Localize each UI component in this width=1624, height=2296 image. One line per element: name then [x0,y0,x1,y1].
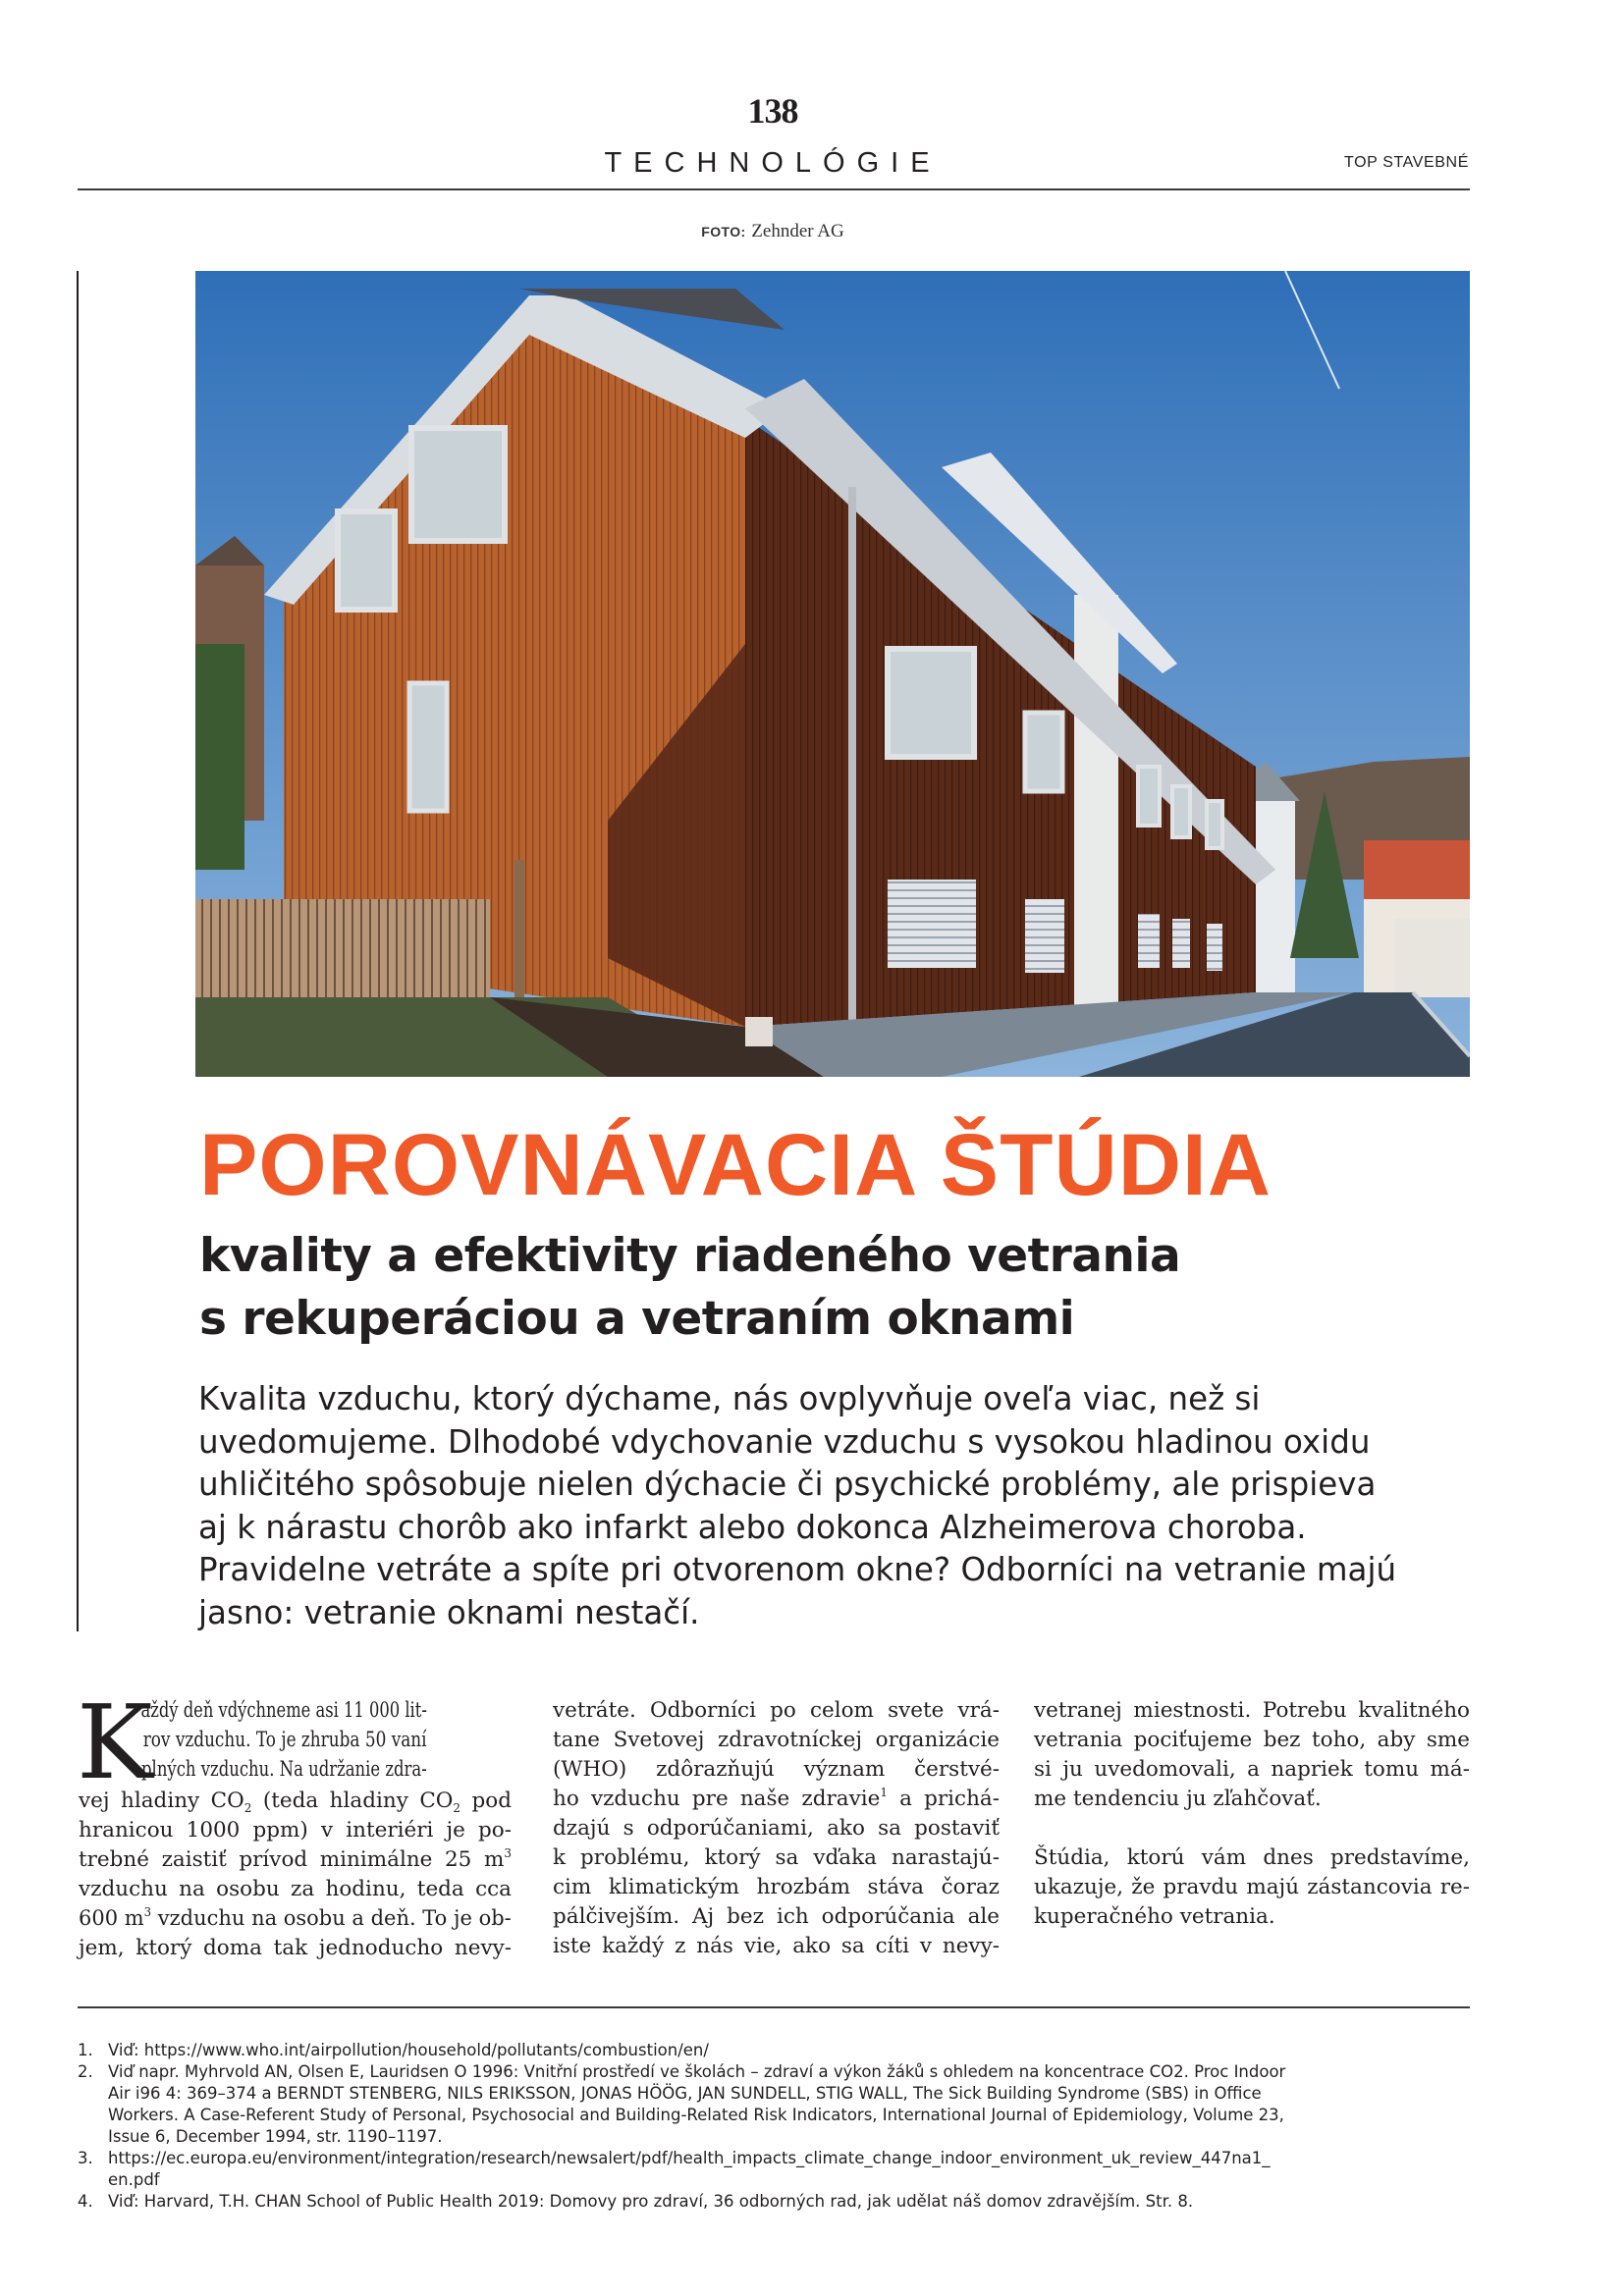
body-line: me tendenciu ju zľahčovať. [1034,1787,1322,1811]
footnote-number: 3. [78,2149,93,2167]
magazine-name: TOP STAVEBNÉ [1344,154,1469,171]
footnote-text[interactable]: https://ec.europa.eu/environment/integration/research/newsalert/pdf/health_impacts_climate_change_indoor_environment_uk_review_447na1_ [108,2149,1271,2167]
window-blind [1138,914,1160,968]
window [338,511,395,610]
superscript: 3 [143,1905,152,1919]
text-run: trebné zaistiť prívod minimálne 25 m [79,1847,505,1872]
body-line: cim klimatickým hrozbám stáva čoraz [553,1875,1000,1899]
body-line: pálčivejším. Aj bez ich odporúčania ale [553,1904,1000,1929]
body-line: vetráte. Odborníci po celom svete vrá- [553,1698,1000,1723]
body-line: dzajú s odporúčaniami, ako sa postaviť [553,1816,1000,1841]
body-line: hranicou 1000 ppm) v interiéri je po- [79,1818,512,1842]
drop-cap: K [77,1682,153,1802]
lead-line: Kvalita vzduchu, ktorý dýchame, nás ovplyvňuje oveľa viac, než si [198,1380,1261,1417]
hero-photo [195,271,1470,1077]
footnotes-list [78,2040,1472,2213]
body-line: kuperačného vetrania. [1034,1904,1275,1929]
subscript: 2 [244,1801,252,1815]
body-line [79,1904,512,1934]
body-line: vetrania pociťujeme bez toho, aby sme [1034,1728,1470,1752]
footnote-item [78,2040,1472,2061]
text-run: 600 m [79,1906,144,1931]
section-title: TECHNOLÓGIE [604,147,942,179]
body-line: iste každý z nás vie, ako sa cíti v nevy- [553,1934,1000,1958]
photo-credit [0,221,1545,242]
footnote-number: 4. [78,2192,93,2211]
body-column-1 [77,1682,512,1963]
subtitle-line: s rekuperáciou a vetraním oknami [199,1292,1075,1346]
paragraph-gap [1034,1814,1470,1843]
body-line: aždý deň vdýchneme asi 11 000 lit- [140,1698,427,1723]
text-run: vej hladiny CO [79,1789,244,1813]
body-line: vzduchu na osobu za hodinu, teda cca [79,1877,512,1901]
footnote-text: Issue 6, December 1994, str. 1190–1197. [108,2127,443,2146]
body-line: rov vzduchu. To je zhruba 50 vaní [142,1728,427,1752]
photo-credit-label: FOTO: [701,224,746,240]
downpipe [848,487,856,1037]
subscript: 2 [453,1801,461,1815]
article-title: POROVNÁVACIA ŠTÚDIA [199,1115,1272,1213]
side-accent-rule [77,271,79,1631]
text-run: ho vzduchu pre naše zdravie [553,1787,881,1811]
window [409,683,447,811]
window [1138,767,1160,826]
building-photo-illustration [195,271,1470,1077]
lead-line: aj k nárastu chorôb ako infarkt alebo dokonca Alzheimerova choroba. [198,1508,1307,1546]
lead-line: uvedomujeme. Dlhodobé vdychovanie vzduchu s vysokou hladinou oxidu [198,1422,1371,1461]
text-run: vzduchu na osobu a deň. To je ob- [151,1906,512,1931]
footnote-item [78,2061,1472,2148]
window-blind [1172,919,1190,968]
body-line: ukazuje, že pravdu majú zástancovia re- [1034,1875,1470,1899]
body-line [79,1845,512,1875]
wooden-fence [195,899,490,997]
white-stair-panel [1074,595,1118,1012]
lead-line: uhličitého spôsobuje nielen dýchacie či psychické problémy, ale prispieva [198,1466,1377,1503]
footnote-item [78,2148,1472,2191]
text-run: pod [460,1789,512,1813]
window-blind [1025,899,1064,973]
footnote-text[interactable]: Viď: https://www.who.int/airpollution/household/pollutants/combustion/en/ [108,2041,709,2059]
body-line: (WHO) zdôrazňujú význam čerstvé- [553,1757,1000,1782]
body-line: si ju uvedomovali, a napriek tomu má- [1034,1757,1470,1782]
superscript: 3 [504,1846,512,1860]
footnote-text: Viď napr. Myhrvold AN, Olsen E, Lauridsen O 1996: Vnitřní prostředí ve školách – zdraví a výkon žáků s ohledem na koncentrace CO2. Proc Indoor [108,2062,1286,2081]
body-line: plných vzduchu. Na udržanie zdra- [141,1757,427,1782]
footnote-text: Workers. A Case-Referent Study of Personal, Psychosocial and Building-Related Risk Indicators, International Journal of Epidemiology, Volume 23, [108,2106,1284,2124]
body-line: vetranej miestnosti. Potrebu kvalitného [1034,1698,1470,1723]
footnote-number: 2. [78,2062,93,2081]
window-blind [1207,924,1222,971]
body-line [553,1785,1000,1814]
header-divider [78,188,1470,190]
window [1207,801,1222,848]
body-line: k problému, ktorý sa vďaka narastajú- [553,1845,1000,1870]
lead-line: jasno: vetranie oknami nestačí. [198,1593,700,1631]
body-line: Štúdia, ktorú vám dnes predstavíme, [1034,1845,1470,1870]
window-blind [888,880,976,968]
footnote-number: 1. [78,2041,93,2059]
body-line [79,1787,512,1816]
body-column-3 [1034,1696,1470,1932]
footnotes-divider [78,2006,1470,2008]
lead-line: Pravidelne vetráte a spíte pri otvorenom okne? Odborníci na vetranie majú [198,1551,1397,1588]
body-column-2 [553,1696,1000,1961]
footnote-text: Viď: Harvard, T.H. CHAN School of Public Health 2019: Domovy pro zdraví, 36 odborných rad, jak udělat náš domov zdravějším. Str. 8. [108,2192,1194,2211]
window [888,649,974,757]
article-subtitle [199,1225,1180,1351]
page-number: 138 [747,91,798,131]
photo-credit-value: Zehnder AG [751,221,844,241]
text-run: (teda hladiny CO [251,1789,454,1813]
body-line: jem, ktorý doma tak jednoducho nevy- [79,1936,512,1960]
lead-paragraph [198,1378,1475,1634]
footnote-ref-1[interactable]: 1 [880,1786,888,1799]
body-line: tane Svetovej zdravotníckej organizácie [553,1728,1000,1752]
text-run: a prichá- [887,1787,1000,1811]
footnote-text: Air i96 4: 369–374 a BERNDT STENBERG, NILS ERIKSSON, JONAS HÖÖG, JAN SUNDELL, STIG WALL, The Sick Building Syndrome (SBS) in Office [108,2084,1262,2103]
footnote-item [78,2191,1472,2213]
window [1025,713,1062,791]
window [411,428,505,541]
window [1172,786,1190,837]
subtitle-line: kvality a efektivity riadeného vetrania [199,1229,1181,1283]
footnote-text[interactable]: en.pdf [108,2170,160,2189]
